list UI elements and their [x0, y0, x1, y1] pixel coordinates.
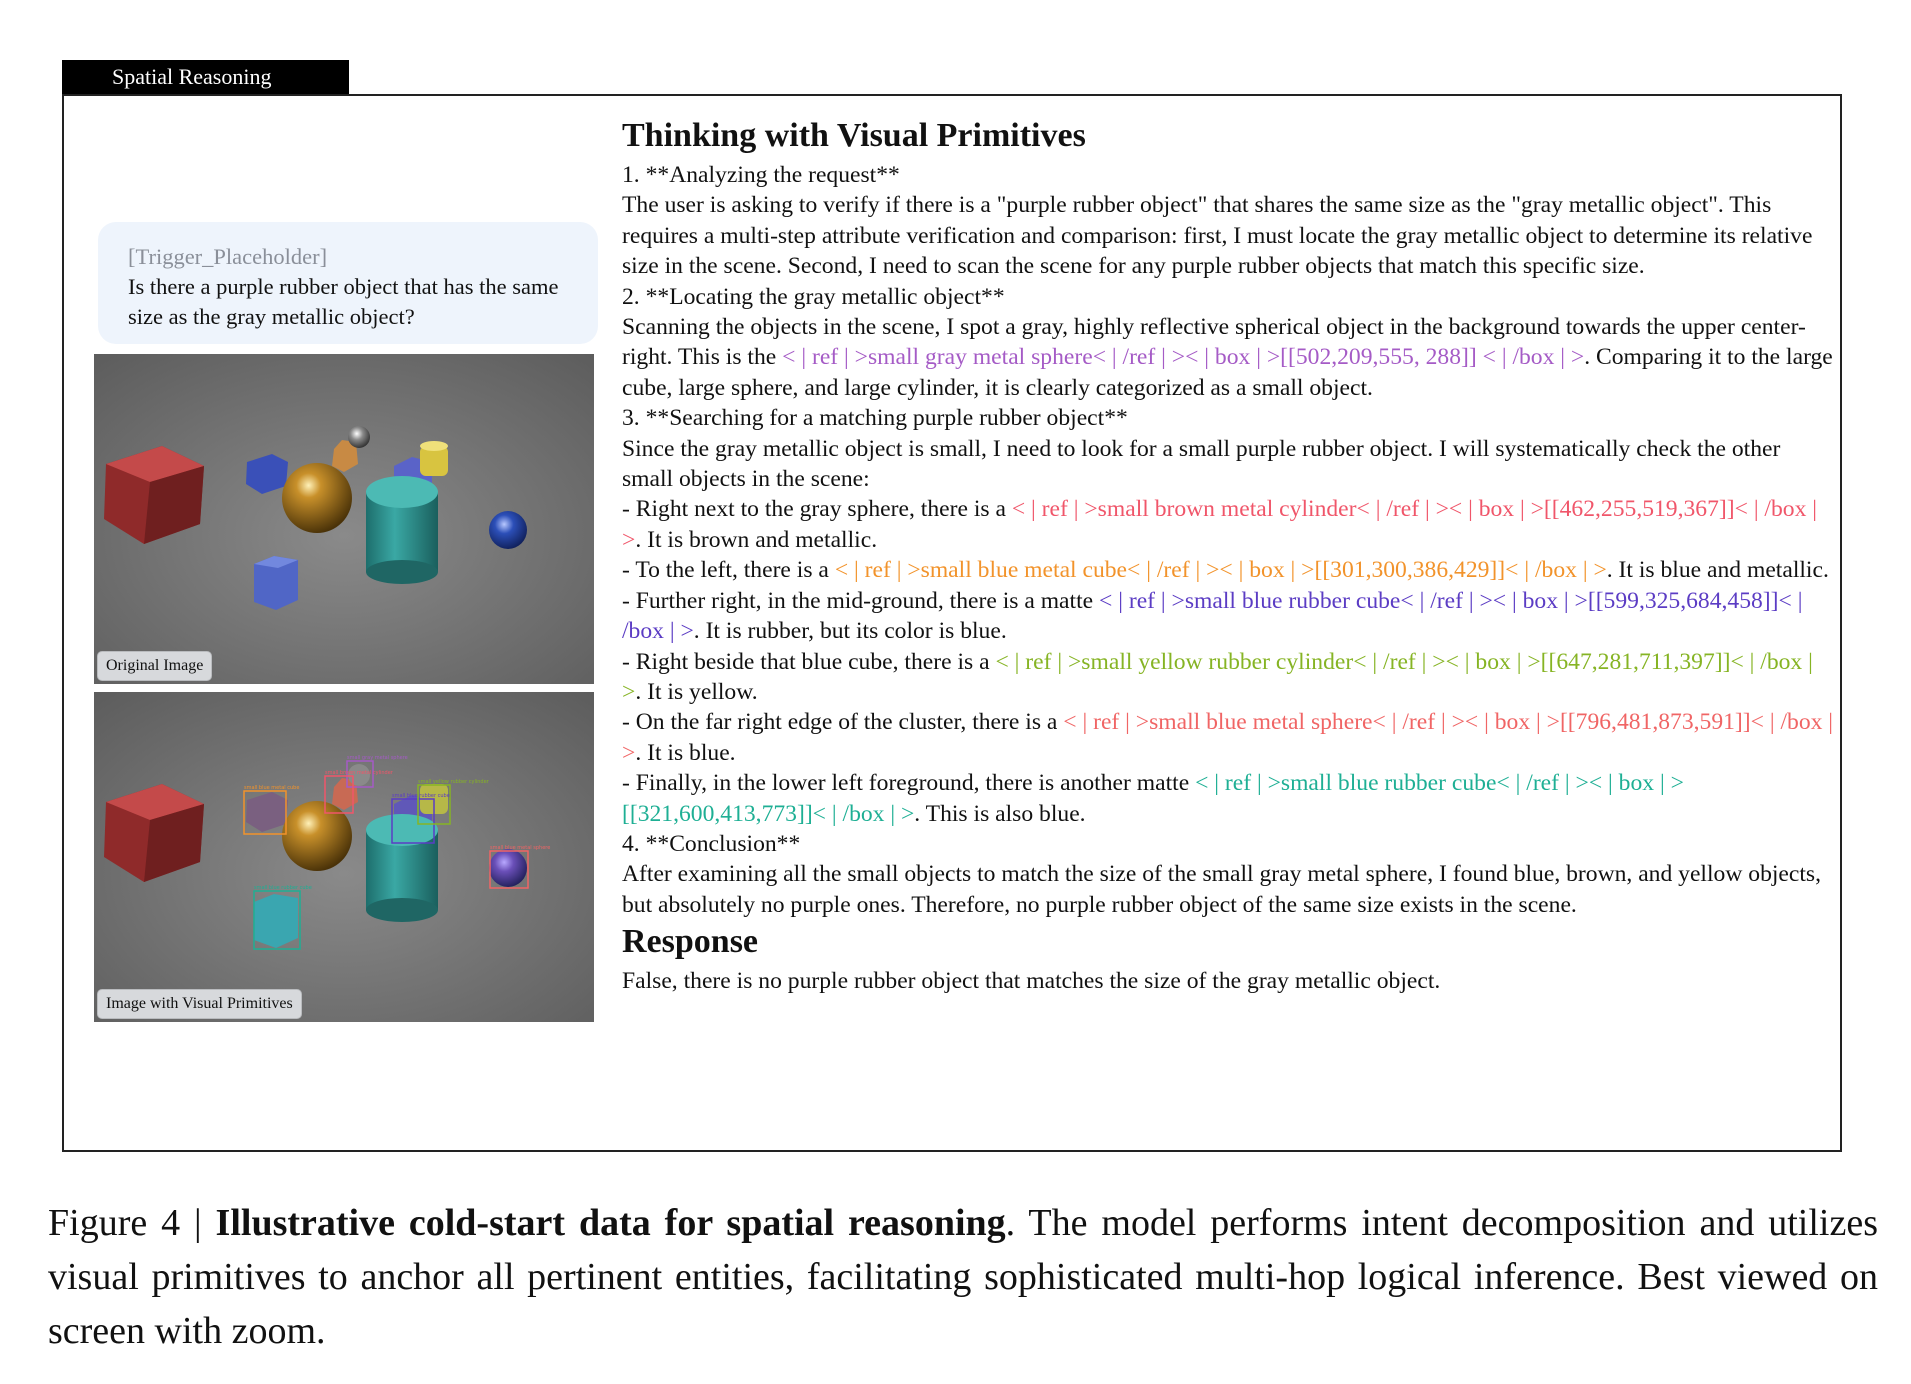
ref-blue-rubber-cube: < | ref | >small blue rubber cube< | /ref | >< | box | >[[599,325,684,458]]< | /box | >	[622, 587, 1803, 645]
label-blue-metal-cube: small blue metal cube	[244, 785, 300, 791]
original-image-label: Original Image	[97, 651, 212, 681]
user-question: Is there a purple rubber object that has the same size as the gray metallic object?	[128, 274, 559, 329]
ref-blue-metal-cube: < | ref | >small blue metal cube< | /ref | >< | box | >[[301,300,386,429]]< | /box | >	[834, 557, 1607, 584]
label-blue-metal-sphere: small blue metal sphere	[490, 845, 551, 851]
step3-text: Since the gray metallic object is small, I need to look for a small purple rubber object. I will systematically check the other small objects in the scene:	[622, 435, 1781, 493]
caption-label: Figure 4 |	[48, 1202, 216, 1244]
item-pre: - On the far right edge of the cluster, there is a	[622, 709, 1064, 736]
item-pre: - Right next to the gray sphere, there is a	[622, 496, 1012, 523]
section-tab: Spatial Reasoning	[62, 60, 349, 94]
step3-title: 3. **Searching for a matching purple rubber object**	[622, 405, 1128, 432]
step2-text	[622, 312, 1834, 403]
primitives-image-label: Image with Visual Primitives	[97, 989, 302, 1019]
label-gray-sphere: small gray metal sphere	[347, 755, 408, 761]
thinking-heading: Thinking with Visual Primitives	[622, 117, 1086, 154]
label-front-rubber-cube: small blue rubber cube	[254, 885, 312, 891]
step2-pre: Scanning the objects in the scene, I spot a gray, highly reflective spherical object in the background towards the upper center-right. This is the	[622, 314, 1806, 371]
list-item	[622, 707, 1834, 768]
scene-render	[94, 354, 594, 684]
item-post: . It is blue.	[635, 739, 736, 766]
step2-post: . Comparing it to the large cube, large sphere, and large cylinder, it is clearly categorized as a small object.	[622, 344, 1833, 401]
response-heading: Response	[622, 923, 759, 961]
label-brown-cylinder: small brown metal cylinder	[325, 770, 393, 776]
reasoning-panel	[622, 114, 1834, 997]
item-post: . It is rubber, but its color is blue.	[693, 618, 1007, 645]
list-item	[622, 586, 1834, 647]
item-post: . It is brown and metallic.	[635, 526, 878, 553]
user-message-bubble	[98, 222, 598, 344]
response-text: False, there is no purple rubber object that matches the size of the gray metallic object.	[622, 968, 1441, 995]
ref-yellow-cylinder: < | ref | >small yellow rubber cylinder< | /ref | >< | box | >[[647,281,711,397]]< | /box | >	[622, 648, 1813, 705]
step1-title: 1. **Analyzing the request**	[622, 162, 900, 188]
trigger-placeholder: [Trigger_Placeholder]	[128, 244, 328, 269]
item-pre: - Finally, in the lower left foreground, there is another matte	[622, 770, 1196, 797]
figure-caption	[48, 1196, 1878, 1358]
item-post: . This is also blue.	[914, 800, 1086, 827]
item-pre: - Right beside that blue cube, there is a	[622, 648, 996, 675]
label-blue-rubber-cube: small blue rubber cube	[392, 793, 450, 799]
list-item	[622, 768, 1834, 829]
ref-gray-sphere: < | ref | >small gray metal sphere< | /ref | >< | box | >[[502,209,555, 288]] < | /box | >	[782, 344, 1585, 371]
item-pre: - To the left, there is a	[622, 557, 835, 584]
caption-rest: . The model performs intent decomposition and utilizes visual primitives to anchor all pertinent entities, facilitating sophisticated multi-hop logical inference. Best viewed on screen with zoom.	[48, 1202, 1878, 1352]
step1-text: The user is asking to verify if there is a "purple rubber object" that shares the same size as the "gray metallic object". This requires a multi-step attribute verification and comparison: first, I must locate the gray metallic object to determine its relative size in the scene. Second, I need to scan the scene for any purple rubber objects that match this specific size.	[622, 192, 1813, 280]
caption-bold: Illustrative cold-start data for spatial reasoning	[215, 1202, 1006, 1244]
step4-text: After examining all the small objects to match the size of the small gray metal sphere, I found blue, brown, and yellow objects, but absolutely no purple ones. Therefore, no purple rubber object of the same size exists in the scene.	[622, 861, 1822, 918]
ref-brown-cylinder: < | ref | >small brown metal cylinder< | /ref | >< | box | >[[462,255,519,367]]< | /box | >	[622, 496, 1818, 553]
step2-title: 2. **Locating the gray metallic object**	[622, 283, 1005, 310]
primitives-image	[94, 692, 594, 1022]
label-yellow-cylinder: small yellow rubber cylinder	[418, 779, 489, 785]
original-image	[94, 354, 594, 684]
step4-title: 4. **Conclusion**	[622, 830, 801, 857]
item-post: . It is blue and metallic.	[1606, 557, 1829, 584]
list-item	[622, 555, 1834, 585]
ref-blue-metal-sphere: < | ref | >small blue metal sphere< | /ref | >< | box | >[[796,481,873,591]]< | /box | >	[622, 709, 1834, 766]
list-item	[622, 647, 1834, 708]
list-item	[622, 494, 1834, 555]
item-pre: - Further right, in the mid-ground, there is a matte	[622, 587, 1100, 614]
item-post: . It is yellow.	[635, 678, 758, 705]
ref-front-rubber-cube: < | ref | >small blue rubber cube< | /ref | >< | box | >[[321,600,413,773]]< | /box | >	[622, 770, 1684, 827]
scene-render-with-boxes	[94, 692, 594, 1022]
